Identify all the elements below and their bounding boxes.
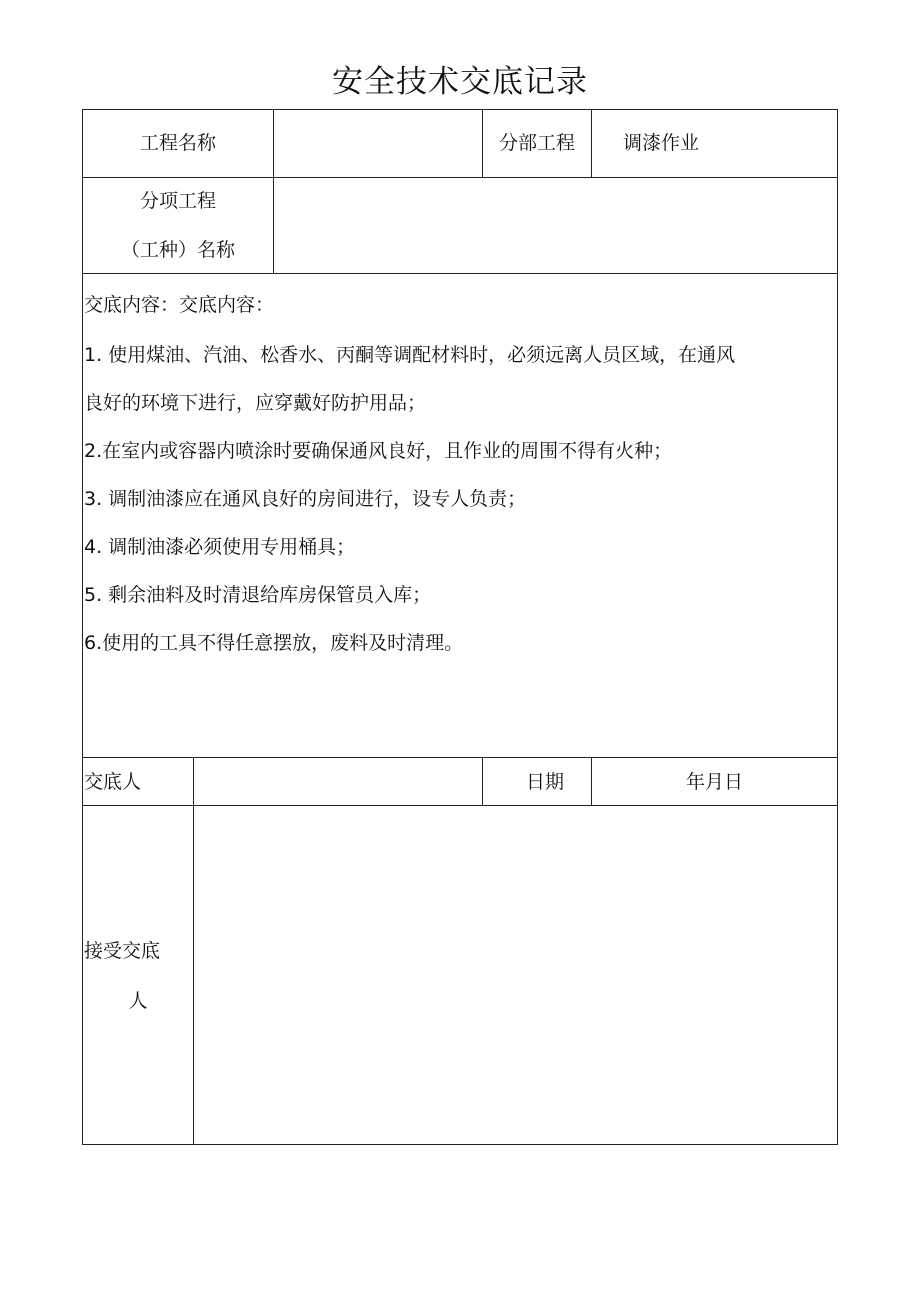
project-name-field[interactable] [280,130,476,156]
table-divider-col [193,757,194,1145]
table-border-right [837,109,838,1145]
table-border-top [82,109,838,110]
content-line-7: 6.使用的工具不得任意摆放，废料及时清理。 [84,632,464,654]
content-line-5: 4. 调制油漆必须使用专用桶具； [84,536,356,558]
content-line-6: 5. 剩余油料及时清退给库房保管员入库； [84,584,432,606]
presenter-field[interactable] [200,769,476,795]
content-line-2: 良好的环境下进行，应穿戴好防护用品； [84,392,427,414]
content-line-1: 1. 使用煤油、汽油、松香水、丙酮等调配材料时，必须远离人员区域，在通风 [84,344,736,366]
sub-item-field[interactable] [280,212,830,238]
table-divider-row3 [82,757,838,758]
receiver-signature-field[interactable] [200,812,830,1138]
sub-project-value: 调漆作业 [623,132,700,154]
table-divider-row4 [82,805,838,806]
table-divider-row1 [82,177,838,178]
date-label: 日期 [525,771,564,793]
table-divider-col [591,109,592,178]
content-line-4: 3. 调制油漆应在通风良好的房间进行，设专人负责； [84,488,527,510]
content-heading: 交底内容：交底内容： [84,294,275,316]
table-border-bottom [82,1144,838,1145]
presenter-label: 交底人 [84,771,142,793]
receiver-label-line2: 人 [128,990,148,1012]
project-name-label: 工程名称 [139,132,216,154]
sub-item-label-line1: 分项工程 [139,190,216,212]
date-value: 年月日 [685,771,743,793]
sub-item-label-line2: （工种）名称 [120,239,235,261]
content-line-3: 2.在室内或容器内喷涂时要确保通风良好，且作业的周围不得有火种； [84,440,673,462]
sub-project-label: 分部工程 [498,132,575,154]
page-title: 安全技术交底记录 [332,64,588,100]
receiver-label-line1: 接受交底 [84,940,161,962]
table-divider-row2 [82,273,838,274]
table-divider-col [273,109,274,274]
